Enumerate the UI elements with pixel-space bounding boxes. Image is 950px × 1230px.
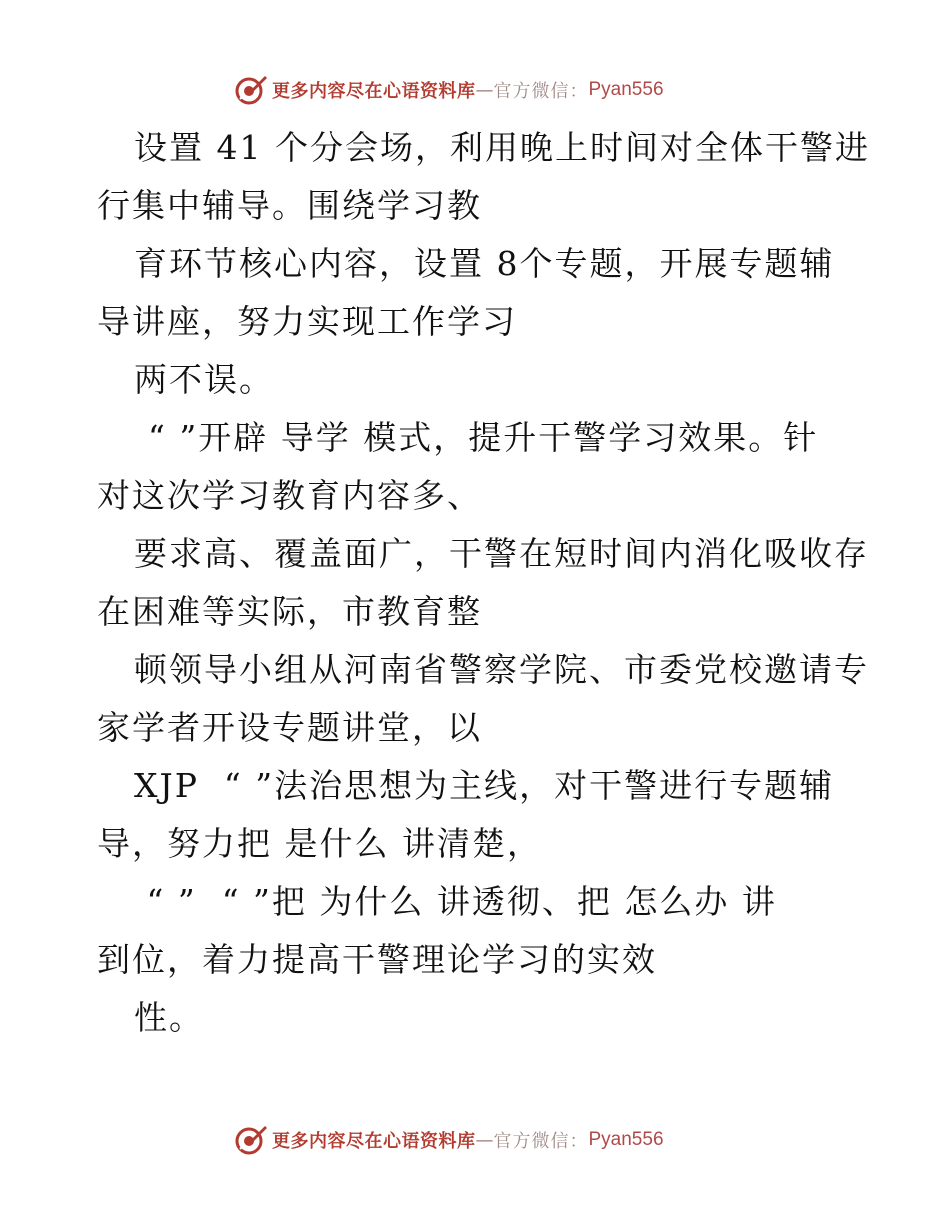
text-line: 两不误。 <box>134 360 274 399</box>
footer-wechat-id: Pyan556 <box>588 1129 664 1150</box>
text-line: 顿领导小组从河南省警察学院、市委党校邀请专 <box>134 650 869 689</box>
footer-wechat-label: 官方微信： <box>493 1131 589 1152</box>
footer-dash: — <box>475 1129 494 1151</box>
text-line: “ ”开辟 导学 模式，提升干警学习效果。针 <box>148 418 819 457</box>
header-wechat-id: Pyan556 <box>588 79 664 100</box>
text-line: 到位，着力提高干警理论学习的实效 <box>97 940 657 979</box>
text-line: 在困难等实际，市教育整 <box>97 592 482 631</box>
text-line: 设置 41 个分会场，利用晚上时间对全体干警进 <box>134 128 870 167</box>
footer-slogan: 更多内容尽在心语资料库 <box>272 1131 476 1152</box>
header-slogan: 更多内容尽在心语资料库 <box>272 81 476 102</box>
text-line: XJP “ ”法治思想为主线，对干警进行专题辅 <box>134 766 835 805</box>
text-line: 要求高、覆盖面广，干警在短时间内消化吸收存 <box>134 534 869 573</box>
text-line: 育环节核心内容，设置 8个专题，开展专题辅 <box>134 244 835 283</box>
header-banner <box>234 72 664 108</box>
text-line: 家学者开设专题讲堂，以 <box>97 708 482 747</box>
pen-logo-icon <box>234 1123 268 1157</box>
header-dash: — <box>475 79 494 101</box>
text-line: 导讲座，努力实现工作学习 <box>97 302 517 341</box>
text-line: 行集中辅导。围绕学习教 <box>97 186 482 225</box>
pen-logo-icon <box>234 73 268 107</box>
text-line: 对这次学习教育内容多、 <box>97 476 482 515</box>
text-line: 性。 <box>134 998 204 1037</box>
footer-banner <box>234 1122 664 1158</box>
text-line: “ ” “ ”把 为什么 讲透彻、把 怎么办 讲 <box>134 882 777 921</box>
header-wechat-label: 官方微信： <box>493 81 589 102</box>
text-line: 导，努力把 是什么 讲清楚， <box>97 824 542 863</box>
